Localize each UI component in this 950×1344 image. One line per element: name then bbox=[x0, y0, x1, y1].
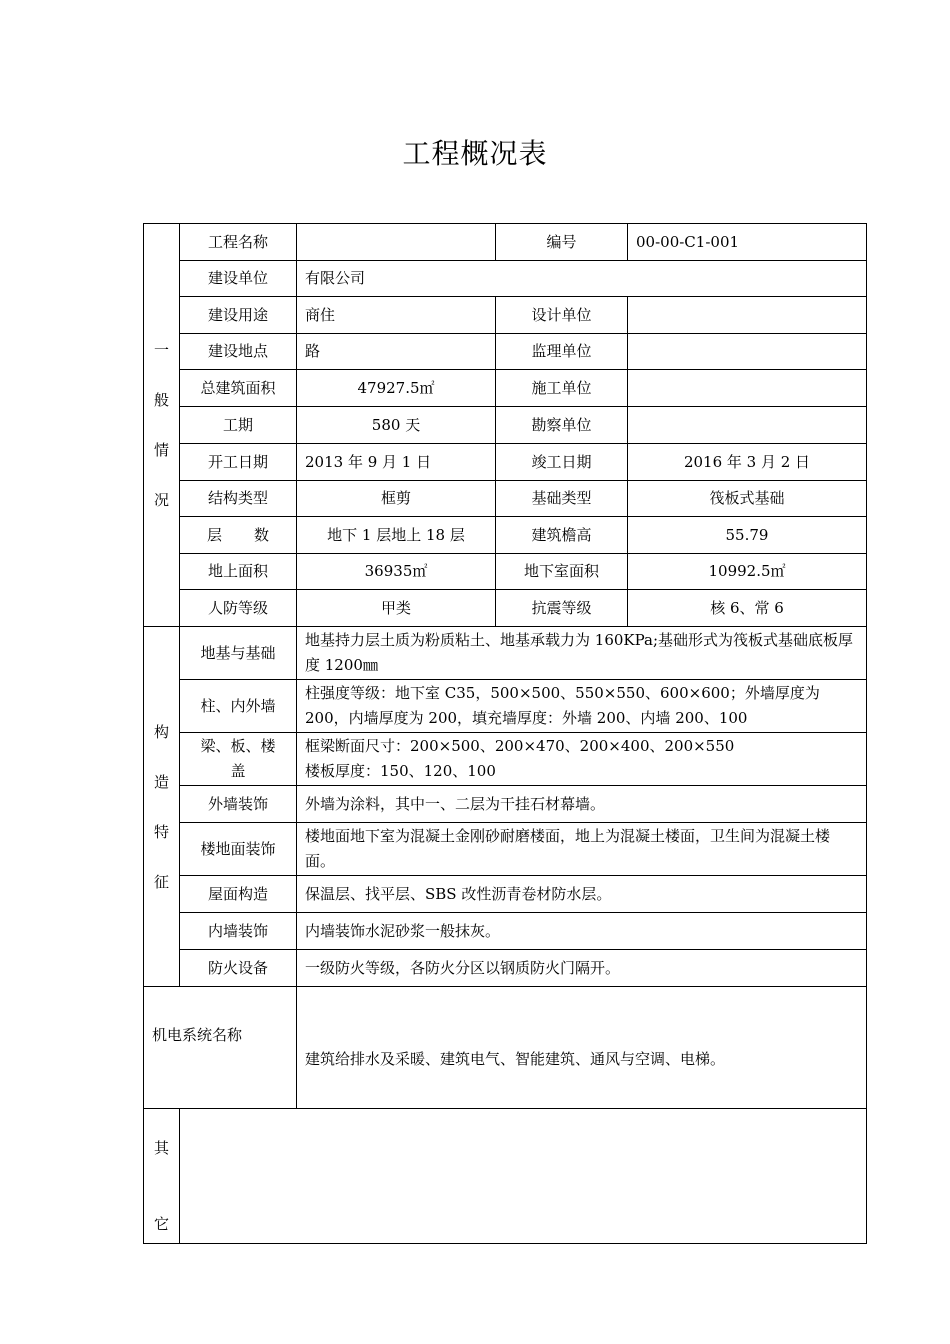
other-value bbox=[180, 1109, 867, 1244]
roof-label: 屋面构造 bbox=[180, 876, 297, 913]
table-row bbox=[144, 913, 867, 950]
usage-value: 商住 bbox=[297, 297, 496, 334]
project-name-label: 工程名称 bbox=[180, 224, 297, 261]
usage-label: 建设用途 bbox=[180, 297, 297, 334]
civil-defense-value: 甲类 bbox=[297, 590, 496, 627]
finish-date-label: 竣工日期 bbox=[496, 444, 628, 481]
above-area-label: 地上面积 bbox=[180, 554, 297, 590]
floor-deco-value: 楼地面地下室为混凝土金刚砂耐磨楼面，地上为混凝土楼面，卫生间为混凝土楼面。 bbox=[297, 823, 867, 876]
columns-walls-label: 柱、内外墙 bbox=[180, 680, 297, 733]
structure-label: 结构类型 bbox=[180, 481, 297, 517]
interior-deco-value: 内墙装饰水泥砂浆一般抹灰。 bbox=[297, 913, 867, 950]
table-row bbox=[144, 334, 867, 370]
design-unit-label: 设计单位 bbox=[496, 297, 628, 334]
table-row bbox=[144, 224, 867, 261]
table-row bbox=[144, 370, 867, 407]
duration-value: 580 天 bbox=[297, 407, 496, 444]
above-area-value: 36935㎡ bbox=[297, 554, 496, 590]
start-date-value: 2013 年 9 月 1 日 bbox=[297, 444, 496, 481]
table-row bbox=[144, 733, 867, 786]
table-row bbox=[144, 590, 867, 627]
table-row bbox=[144, 627, 867, 680]
duration-label: 工期 bbox=[180, 407, 297, 444]
table-row bbox=[144, 950, 867, 987]
project-name-value bbox=[297, 224, 496, 261]
below-area-value: 10992.5㎡ bbox=[628, 554, 867, 590]
construction-unit-label: 施工单位 bbox=[496, 370, 628, 407]
number-value: 00-00-C1-001 bbox=[628, 224, 867, 261]
start-date-label: 开工日期 bbox=[180, 444, 297, 481]
survey-label: 勘察单位 bbox=[496, 407, 628, 444]
table-row bbox=[144, 297, 867, 334]
exterior-deco-value: 外墙为涂料，其中一、二层为干挂石材幕墙。 bbox=[297, 786, 867, 823]
table-row bbox=[144, 554, 867, 590]
builder-label: 建设单位 bbox=[180, 261, 297, 297]
construction-unit-value bbox=[628, 370, 867, 407]
interior-deco-label: 内墙装饰 bbox=[180, 913, 297, 950]
page-title: 工程概况表 bbox=[402, 137, 548, 170]
floors-label: 层 数 bbox=[180, 517, 297, 554]
exterior-deco-label: 外墙装饰 bbox=[180, 786, 297, 823]
roof-value: 保温层、找平层、SBS 改性沥青卷材防水层。 bbox=[297, 876, 867, 913]
mep-label: 机电系统名称 bbox=[144, 987, 297, 1109]
fire-equipment-label: 防火设备 bbox=[180, 950, 297, 987]
table-row bbox=[144, 823, 867, 876]
mep-value: 建筑给排水及采暖、建筑电气、智能建筑、通风与空调、电梯。 bbox=[297, 987, 867, 1109]
supervision-label: 监理单位 bbox=[496, 334, 628, 370]
foundation-type-value: 筏板式基础 bbox=[628, 481, 867, 517]
design-unit-value bbox=[628, 297, 867, 334]
location-label: 建设地点 bbox=[180, 334, 297, 370]
supervision-value bbox=[628, 334, 867, 370]
eave-height-value: 55.79 bbox=[628, 517, 867, 554]
table-row bbox=[144, 481, 867, 517]
eave-height-label: 建筑檐高 bbox=[496, 517, 628, 554]
table-row bbox=[144, 786, 867, 823]
fire-equipment-value: 一级防火等级，各防火分区以钢质防火门隔开。 bbox=[297, 950, 867, 987]
beams-slabs-label: 梁、板、楼 盖 bbox=[180, 733, 297, 786]
total-area-value: 47927.5㎡ bbox=[297, 370, 496, 407]
table-row bbox=[144, 876, 867, 913]
structure-value: 框剪 bbox=[297, 481, 496, 517]
columns-walls-value: 柱强度等级：地下室 C35，500×500、550×550、600×600；外墙厚度为 200，内墙厚度为 200，填充墙厚度：外墙 200、内墙 200、100 bbox=[297, 680, 867, 733]
beams-slabs-value: 框梁断面尺寸：200×500、200×470、200×400、200×550 楼板厚度：150、120、100 bbox=[297, 733, 867, 786]
below-area-label: 地下室面积 bbox=[496, 554, 628, 590]
section-general-label: 一 般 情 况 bbox=[144, 224, 180, 627]
survey-value bbox=[628, 407, 867, 444]
table-row bbox=[144, 680, 867, 733]
table-row bbox=[144, 1109, 867, 1244]
number-label: 编号 bbox=[496, 224, 628, 261]
foundation-value: 地基持力层土质为粉质粘土、地基承载力为 160KPa;基础形式为筏板式基础底板厚度 1200㎜ bbox=[297, 627, 867, 680]
floors-value: 地下 1 层地上 18 层 bbox=[297, 517, 496, 554]
seismic-label: 抗震等级 bbox=[496, 590, 628, 627]
table-row bbox=[144, 517, 867, 554]
seismic-value: 核 6、常 6 bbox=[628, 590, 867, 627]
section-construction-label: 构 造 特 征 bbox=[144, 627, 180, 987]
finish-date-value: 2016 年 3 月 2 日 bbox=[628, 444, 867, 481]
floor-deco-label: 楼地面装饰 bbox=[180, 823, 297, 876]
table-row bbox=[144, 261, 867, 297]
builder-value: 有限公司 bbox=[297, 261, 867, 297]
foundation-type-label: 基础类型 bbox=[496, 481, 628, 517]
foundation-label: 地基与基础 bbox=[180, 627, 297, 680]
section-other-label: 其 它 bbox=[144, 1109, 180, 1244]
table-row bbox=[144, 444, 867, 481]
civil-defense-label: 人防等级 bbox=[180, 590, 297, 627]
project-overview-table bbox=[143, 223, 867, 1244]
table-row bbox=[144, 407, 867, 444]
table-row bbox=[144, 987, 867, 1109]
total-area-label: 总建筑面积 bbox=[180, 370, 297, 407]
location-value: 路 bbox=[297, 334, 496, 370]
